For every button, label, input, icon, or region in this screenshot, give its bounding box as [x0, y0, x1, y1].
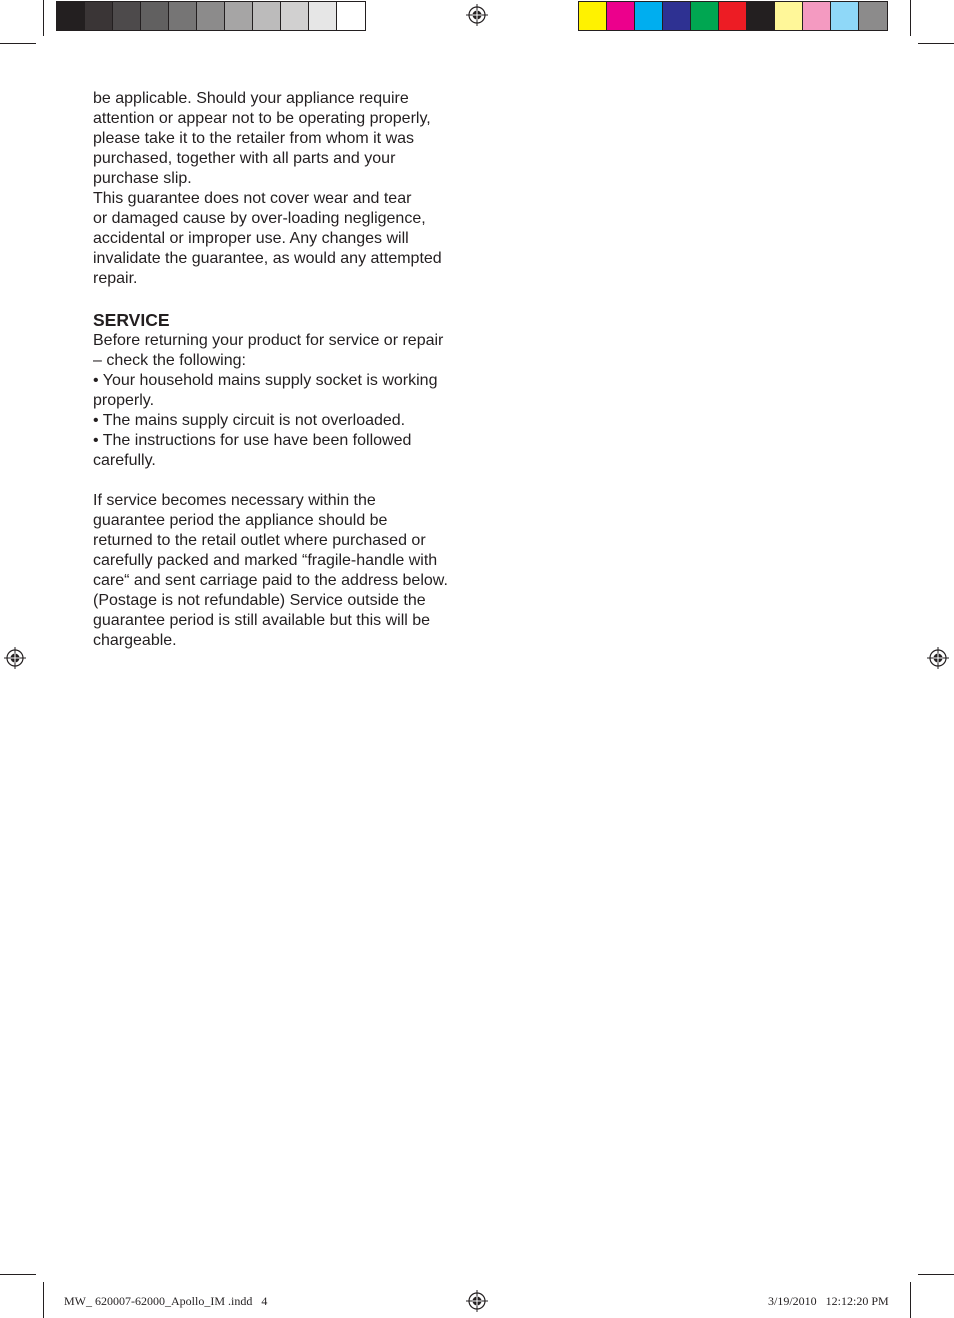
gray-swatch	[85, 2, 113, 30]
gray-swatch	[57, 2, 85, 30]
crop-mark-top-right-h	[918, 43, 954, 44]
gray-swatch	[197, 2, 225, 30]
service-return-line: If service becomes necessary within the	[93, 492, 376, 509]
gray-swatch	[225, 2, 253, 30]
process-color-bar	[578, 1, 888, 31]
color-swatch	[803, 2, 831, 30]
guarantee-exclusions-line: invalidate the guarantee, as would any attempted	[93, 250, 442, 267]
crop-mark-bottom-right-h	[918, 1274, 954, 1275]
service-return-paragraph	[93, 491, 473, 651]
gray-swatch	[337, 2, 365, 30]
guarantee-applicability-line: please take it to the retailer from whom it was	[93, 130, 415, 147]
registration-mark-top-icon	[466, 4, 488, 26]
slug-filename: MW_ 620007-62000_Apollo_IM .indd 4	[64, 1294, 268, 1308]
color-swatch	[607, 2, 635, 30]
gray-swatch	[281, 2, 309, 30]
guarantee-applicability-line: purchase slip.	[93, 170, 192, 187]
service-check-line: • Your household mains supply socket is working	[93, 372, 438, 389]
service-intro	[93, 331, 473, 371]
service-return-line: chargeable.	[93, 632, 177, 649]
registration-mark-bottom-icon	[466, 1290, 488, 1312]
guarantee-paragraph-exclusions	[93, 189, 473, 289]
guarantee-exclusions-line: or damaged cause by over-loading negligence,	[93, 210, 426, 227]
guarantee-text-column	[93, 89, 473, 651]
guarantee-applicability-line: be applicable. Should your appliance require	[93, 90, 409, 107]
crop-mark-bottom-left-h	[0, 1274, 36, 1275]
registration-mark-left-icon	[4, 647, 26, 669]
service-return-line: returned to the retail outlet where purchased or	[93, 532, 426, 549]
color-swatch	[719, 2, 747, 30]
service-return-line: guarantee period is still available but this will be	[93, 612, 431, 629]
guarantee-paragraph-applicability	[93, 89, 473, 189]
crop-mark-bottom-left-v	[43, 1282, 44, 1318]
crop-mark-top-left-v	[43, 0, 44, 36]
guarantee-exclusions-line: This guarantee does not cover wear and tear	[93, 190, 412, 207]
registration-mark-right-icon	[927, 647, 949, 669]
service-check-line: • The instructions for use have been followed	[93, 432, 412, 449]
guarantee-exclusions-line: repair.	[93, 270, 138, 287]
guarantee-applicability-line: purchased, together with all parts and your	[93, 150, 396, 167]
service-check-line: • The mains supply circuit is not overloaded.	[93, 412, 406, 429]
color-swatch	[691, 2, 719, 30]
color-swatch	[579, 2, 607, 30]
crop-mark-top-left-h	[0, 43, 36, 44]
service-check-line: carefully.	[93, 452, 156, 469]
guarantee-exclusions-line: accidental or improper use. Any changes will	[93, 230, 409, 247]
grayscale-color-bar	[56, 1, 366, 31]
crop-mark-bottom-right-v	[910, 1282, 911, 1318]
service-return-line: guarantee period the appliance should be	[93, 512, 388, 529]
service-check-line: properly.	[93, 392, 155, 409]
service-return-line: care“ and sent carriage paid to the address below.	[93, 572, 448, 589]
slug-timestamp: 3/19/2010 12:12:20 PM	[768, 1294, 889, 1308]
gray-swatch	[169, 2, 197, 30]
crop-mark-top-right-v	[910, 0, 911, 36]
gray-swatch	[141, 2, 169, 30]
guarantee-applicability-line: attention or appear not to be operating properly,	[93, 110, 431, 127]
gray-swatch	[309, 2, 337, 30]
color-swatch	[859, 2, 887, 30]
color-swatch	[831, 2, 859, 30]
color-swatch	[775, 2, 803, 30]
service-return-line: carefully packed and marked “fragile-handle with	[93, 552, 438, 569]
service-return-line: (Postage is not refundable) Service outside the	[93, 592, 426, 609]
service-heading: SERVICE	[93, 310, 170, 330]
color-swatch	[635, 2, 663, 30]
service-intro-line: – check the following:	[93, 352, 246, 369]
color-swatch	[663, 2, 691, 30]
color-swatch	[747, 2, 775, 30]
service-intro-line: Before returning your product for service or repair	[93, 332, 444, 349]
gray-swatch	[113, 2, 141, 30]
gray-swatch	[253, 2, 281, 30]
service-checklist	[93, 371, 473, 471]
